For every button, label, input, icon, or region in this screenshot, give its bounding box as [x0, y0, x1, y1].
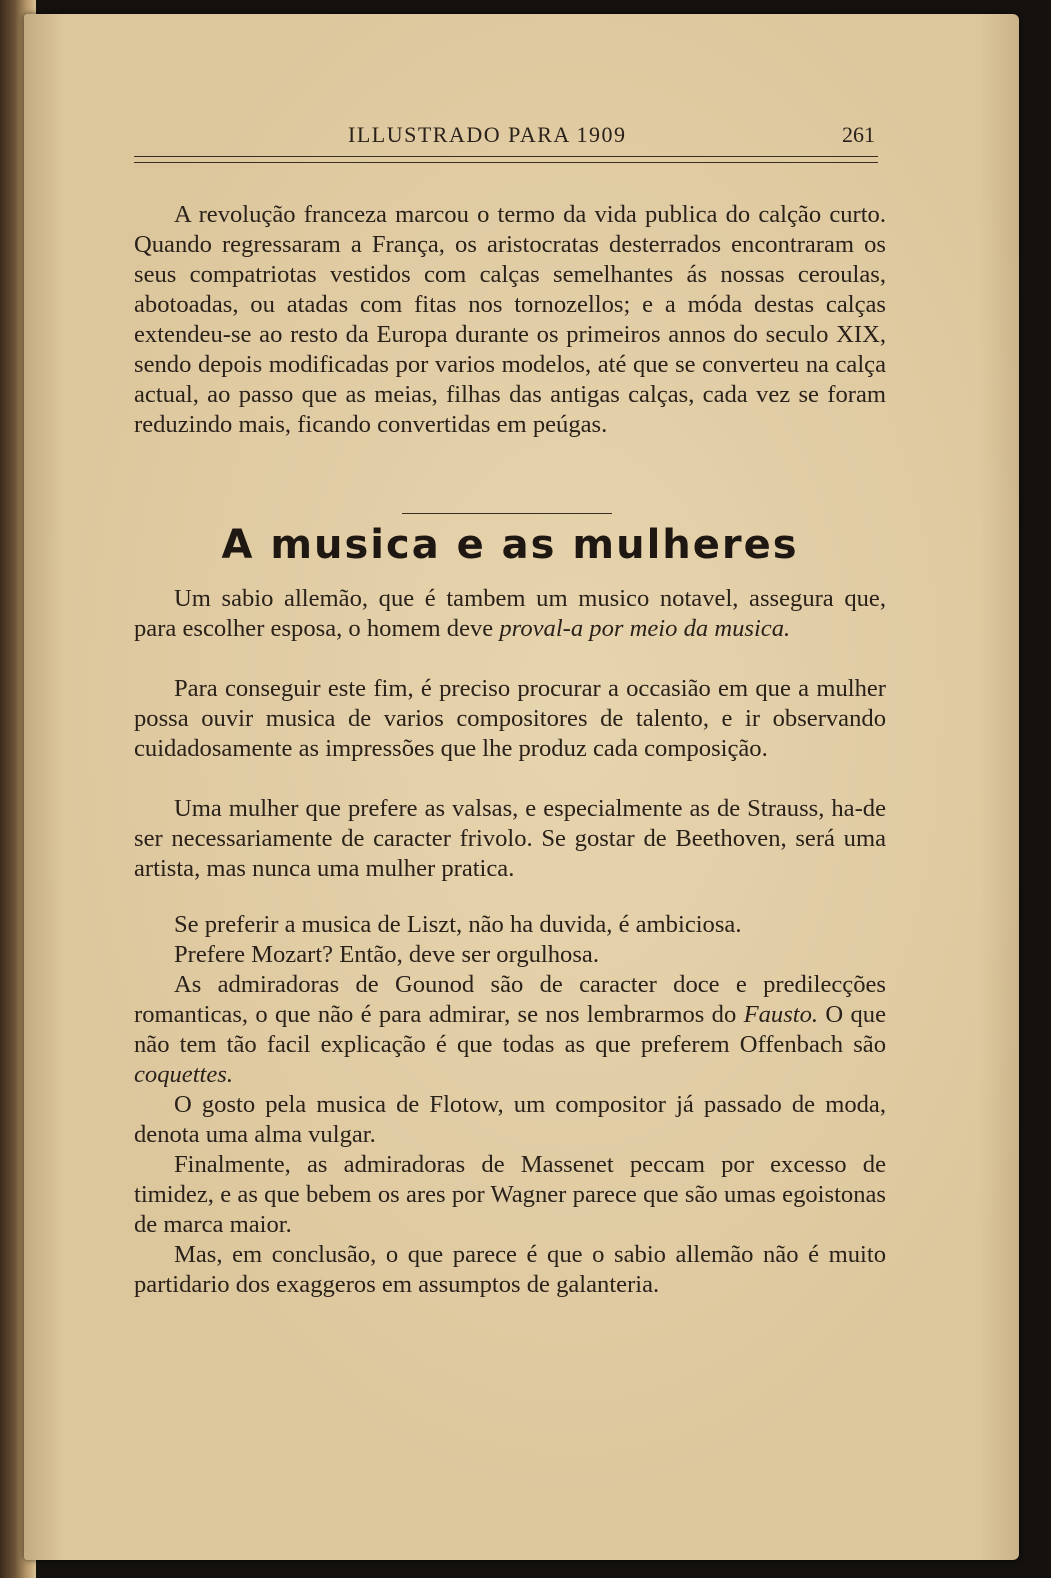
- page-number: 261: [842, 122, 875, 147]
- article-paragraph-7: O gosto pela musica de Flotow, um compositor já passado de moda, denota uma alma vulgar.: [134, 1091, 886, 1148]
- article-paragraph-6: [134, 970, 886, 1090]
- paragraph-text: O que não tem tão facil explicação é que todas as que preferem Offenbach são: [134, 1001, 887, 1058]
- article-paragraph-4: Se preferir a musica de Liszt, não ha duvida, é ambiciosa.: [174, 911, 742, 938]
- intro-paragraph: A revolução franceza marcou o termo da vida publica do calção curto. Quando regressaram a França, os aristocratas desterrados encontraram os seus compatriotas vestidos com calças semelhantes ás nossas ceroulas, abotoadas, ou atadas com fitas nos tornozellos; e a móda destas calças extendeu-se ao resto da Europa durante os primeiros annos do seculo XIX, sendo depois modificadas por varios modelos, até que se converteu na calça actual, ao passo que as meias, filhas das antigas calças, cada vez se foram reduzindo mais, ficando convertidas em peúgas.: [134, 201, 886, 438]
- article-paragraph-2: Para conseguir este fim, é preciso procurar a occasião em que a mulher possa ouvir musica de varios compositores de talento, e ir observando cuidadosamente as impressões que lhe produz cada composição.: [134, 675, 886, 762]
- article-title: A musica e as mulheres: [221, 522, 799, 568]
- paragraph-text: Um sabio allemão, que é tambem um musico notavel, assegura que, para escolher esposa, o homem deve: [134, 585, 886, 642]
- article-paragraph-1: [134, 584, 886, 644]
- italic-work-title: Fausto.: [743, 1001, 819, 1028]
- italic-phrase: proval-a por meio da musica.: [499, 615, 791, 642]
- running-head: ILLUSTRADO PARA 1909: [348, 122, 627, 147]
- article-paragraph-9: Mas, em conclusão, o que parece é que o sabio allemão não é muito partidario dos exaggeros em assumptos de galanteria.: [134, 1241, 886, 1298]
- article-paragraph-3: Uma mulher que prefere as valsas, e especialmente as de Strauss, ha-de ser necessariamente de caracter frivolo. Se gostar de Beethoven, será uma artista, mas nunca uma mulher pratica.: [134, 795, 886, 882]
- section-divider: [402, 513, 612, 514]
- italic-word: coquettes.: [134, 1061, 234, 1088]
- article-paragraph-8: Finalmente, as admiradoras de Massenet peccam por excesso de timidez, e as que bebem os ares por Wagner parece que são umas egoistonas de marca maior.: [134, 1151, 886, 1238]
- article-paragraph-5: Prefere Mozart? Então, deve ser orgulhosa.: [174, 941, 599, 968]
- paragraph-text: As admiradoras de Gounod são de caracter doce e predilecções romanticas, o que não é para admirar, se nos lembrarmos do: [134, 971, 886, 1028]
- header-rule: [134, 156, 878, 163]
